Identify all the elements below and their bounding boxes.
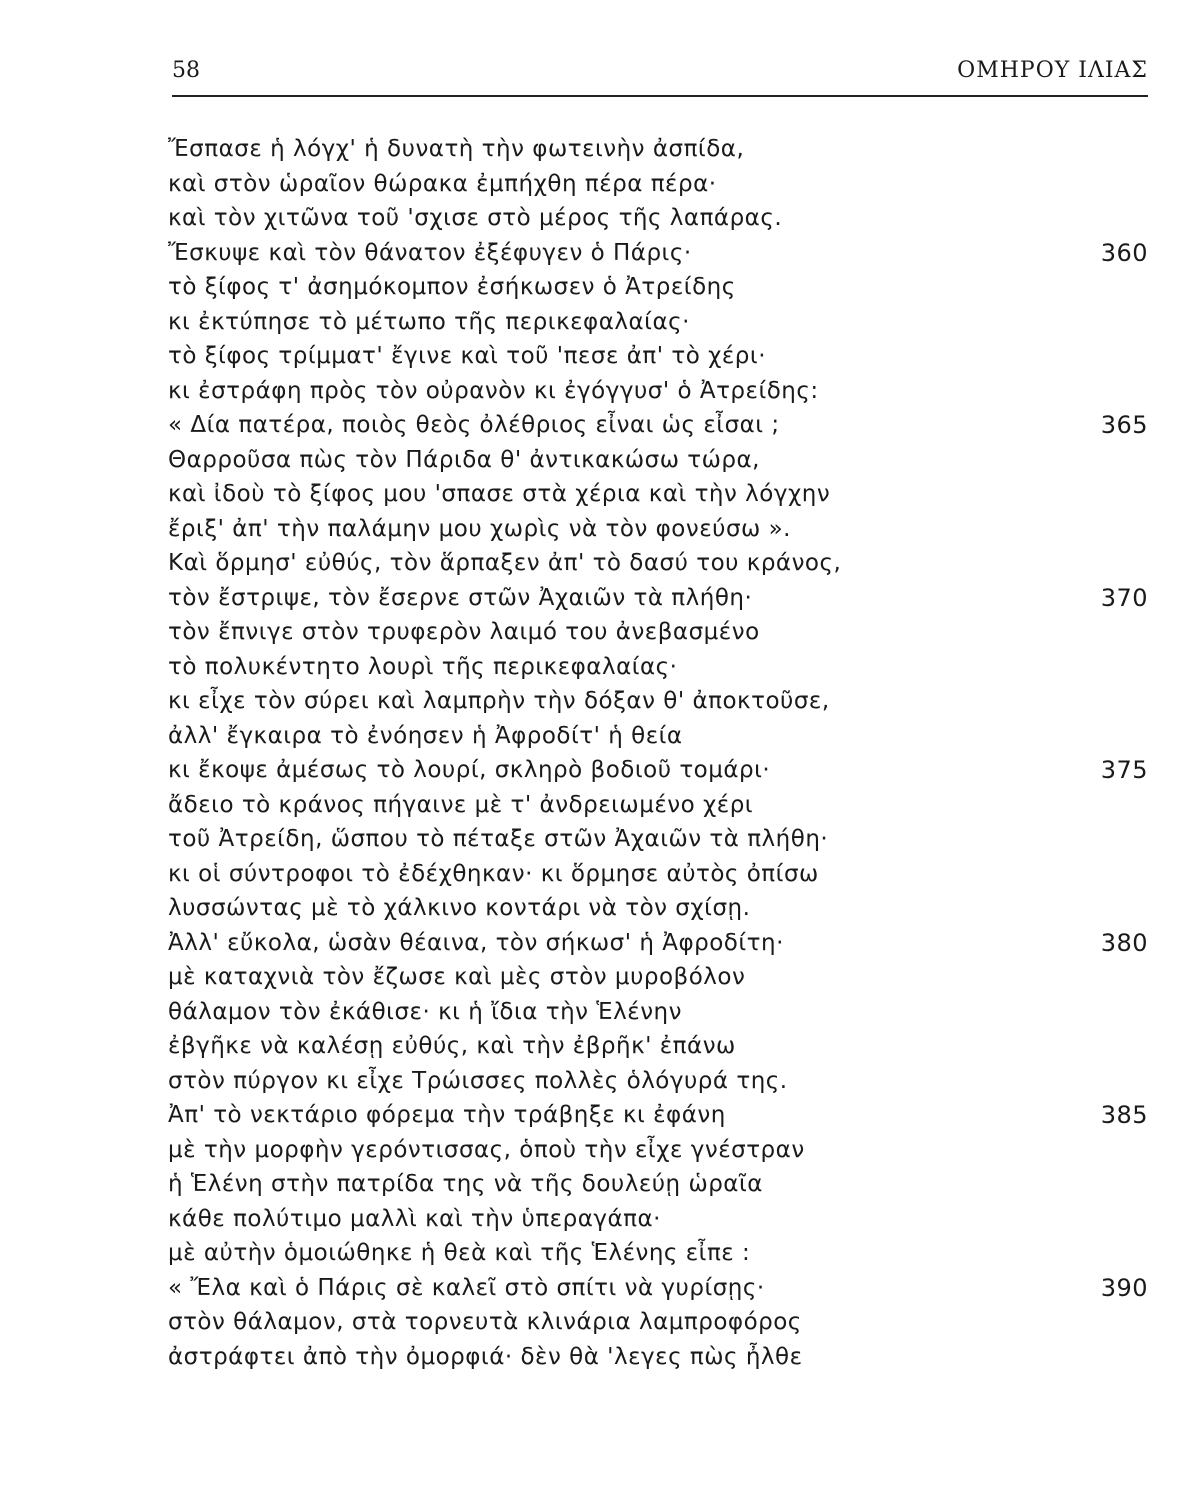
- verse-text: ἔριξ' ἀπ' τὴν παλάμην μου χωρὶς νὰ τὸν φονεύσω ».: [168, 515, 791, 542]
- verse-text: τὸν ἔπνιγε στὸν τρυφερὸν λαιμό του ἀνεβασμένο: [168, 619, 760, 645]
- verse-line: [168, 788, 1148, 823]
- verse-line: [168, 1133, 1148, 1168]
- verse-line: [168, 719, 1148, 754]
- verse-text: μὲ τὴν μορφὴν γερόντισσας, ὁποὺ τὴν εἶχε γνέστραν: [168, 1136, 805, 1163]
- verse-text: κι ἐστράφη πρὸς τὸν οὐρανὸν κι ἐγόγγυσ' ὁ Ἀτρείδης:: [168, 377, 819, 404]
- verse-line: [168, 581, 1148, 616]
- verse-line: [168, 1029, 1148, 1064]
- verse-line: [168, 960, 1148, 995]
- verse-line: [168, 443, 1148, 478]
- verse-line: [168, 305, 1148, 340]
- verse-line: [168, 1305, 1148, 1340]
- verse-line: [168, 822, 1148, 857]
- verse-line: [168, 1236, 1148, 1271]
- page-number: 58: [172, 58, 200, 83]
- verse-text: « Ἔλα καὶ ὁ Πάρις σὲ καλεῖ στὸ σπίτι νὰ γυρίσῃς·: [168, 1274, 765, 1301]
- verse-text: στὸν πύργον κι εἶχε Τρώισσες πολλὲς ὁλόγυρά της.: [168, 1067, 788, 1094]
- verse-line: [168, 615, 1148, 650]
- verse-text: Ἀλλ' εὔκολα, ὡσὰν θέαινα, τὸν σήκωσ' ἡ Ἀφροδίτη·: [168, 929, 784, 956]
- verse-text: μὲ αὐτὴν ὁμοιώθηκε ἡ θεὰ καὶ τῆς Ἑλένης εἶπε :: [168, 1240, 751, 1266]
- verse-line: [168, 857, 1148, 892]
- verse-text: κι ἔκοψε ἀμέσως τὸ λουρί, σκληρὸ βοδιοῦ τομάρι·: [168, 757, 771, 783]
- verse-line: [168, 684, 1148, 719]
- verse-text: Ἀπ' τὸ νεκτάριο φόρεμα τὴν τράβηξε κι ἐφάνη: [168, 1102, 726, 1128]
- verse-text: τοῦ Ἀτρείδη, ὥσπου τὸ πέταξε στῶν Ἀχαιῶν τὰ πλήθη·: [168, 826, 829, 852]
- verse-line: [168, 926, 1148, 961]
- verse-line: [168, 753, 1148, 788]
- running-title: ΟΜΗΡΟΥ ΙΛΙΑΣ: [957, 58, 1148, 83]
- verse-text: ἀστράφτει ἀπὸ τὴν ὀμορφιά· δὲν θὰ 'λεγες πὼς ἦλθε: [168, 1343, 803, 1370]
- verse-line: [168, 132, 1148, 167]
- verse-line: [168, 167, 1148, 202]
- verse-text: « Δία πατέρα, ποιὸς θεὸς ὀλέθριος εἶναι ὡς εἶσαι ;: [168, 412, 780, 438]
- verse-text: κι ἐκτύπησε τὸ μέτωπο τῆς περικεφαλαίας·: [168, 308, 690, 335]
- verse-line: [168, 1340, 1148, 1375]
- verse-line: [168, 477, 1148, 512]
- verse-text: θάλαμον τὸν ἐκάθισε· κι ἡ ἴδια τὴν Ἑλένην: [168, 998, 682, 1025]
- verse-text: κι οἱ σύντροφοι τὸ ἐδέχθηκαν· κι ὅρμησε αὐτὸς ὀπίσω: [168, 860, 819, 887]
- line-number: 360: [1100, 238, 1148, 267]
- verse-text: Ἔσπασε ἡ λόγχ' ἡ δυνατὴ τὴν φωτεινὴν ἀσπίδα,: [168, 136, 745, 162]
- verse-text: Ἔσκυψε καὶ τὸν θάνατον ἐξέφυγεν ὁ Πάρις·: [168, 239, 692, 266]
- verse-text: ἄδειο τὸ κράνος πήγαινε μὲ τ' ἀνδρειωμένο χέρι: [168, 791, 754, 818]
- verse-line: [168, 236, 1148, 271]
- line-number: 380: [1100, 928, 1148, 957]
- line-number: 375: [1100, 756, 1148, 784]
- verse-text: ἐβγῆκε νὰ καλέσῃ εὐθύς, καὶ τὴν ἐβρῆκ' ἐπάνω: [168, 1033, 736, 1059]
- verse-text: τὸ πολυκέντητο λουρὶ τῆς περικεφαλαίας·: [168, 653, 678, 680]
- verse-text: τὸ ξίφος τ' ἀσημόκομπον ἐσήκωσεν ὁ Ἀτρείδης: [168, 274, 736, 300]
- verse-text: καὶ στὸν ὡραῖον θώρακα ἐμπήχθη πέρα πέρα·: [168, 170, 717, 197]
- verse-text: τὸν ἔστριψε, τὸν ἔσερνε στῶν Ἀχαιῶν τὰ πλήθη·: [168, 584, 753, 611]
- verse-text: Καὶ ὅρμησ' εὐθύς, τὸν ἅρπαξεν ἀπ' τὸ δασύ του κράνος,: [168, 550, 842, 576]
- verse-line: [168, 201, 1148, 236]
- verse-line: [168, 546, 1148, 581]
- verse-line: [168, 512, 1148, 547]
- verse-line: [168, 650, 1148, 685]
- verse-line: [168, 1098, 1148, 1133]
- verse-text: τὸ ξίφος τρίμματ' ἔγινε καὶ τοῦ 'πεσε ἀπ' τὸ χέρι·: [168, 343, 767, 369]
- verse-line: [168, 891, 1148, 926]
- verse-line: [168, 339, 1148, 374]
- verse-text: λυσσώντας μὲ τὸ χάλκινο κοντάρι νὰ τὸν σχίσῃ.: [168, 895, 751, 921]
- verse-line: [168, 270, 1148, 305]
- line-number: 370: [1100, 583, 1148, 612]
- verse-text: μὲ καταχνιὰ τὸν ἔζωσε καὶ μὲς στὸν μυροβόλον: [168, 964, 746, 990]
- verse-text: στὸν θάλαμον, στὰ τορνευτὰ κλινάρια λαμπροφόρος: [168, 1309, 802, 1335]
- verse-line: [168, 374, 1148, 409]
- poem-text: [168, 132, 1148, 1374]
- line-number: 390: [1100, 1273, 1148, 1302]
- verse-text: καὶ τὸν χιτῶνα τοῦ 'σχισε στὸ μέρος τῆς λαπάρας.: [168, 205, 783, 231]
- verse-text: καὶ ἰδοὺ τὸ ξίφος μου 'σπασε στὰ χέρια καὶ τὴν λόγχην: [168, 481, 831, 507]
- line-number: 385: [1100, 1101, 1148, 1129]
- verse-text: Θαρροῦσα πὼς τὸν Πάριδα θ' ἀντικακώσω τώρα,: [168, 446, 760, 473]
- verse-line: [168, 1202, 1148, 1237]
- line-number: 365: [1100, 411, 1148, 439]
- verse-text: ἡ Ἑλένη στὴν πατρίδα της νὰ τῆς δουλεύῃ ὡραῖα: [168, 1171, 763, 1197]
- verse-line: [168, 995, 1148, 1030]
- verse-text: κάθε πολύτιμο μαλλὶ καὶ τὴν ὑπεραγάπα·: [168, 1205, 661, 1232]
- header-rule: [172, 95, 1148, 97]
- verse-line: [168, 1271, 1148, 1306]
- verse-line: [168, 408, 1148, 443]
- verse-text: κι εἶχε τὸν σύρει καὶ λαμπρὴν τὴν δόξαν θ' ἀποκτοῦσε,: [168, 688, 830, 714]
- verse-line: [168, 1167, 1148, 1202]
- verse-line: [168, 1064, 1148, 1099]
- verse-text: ἀλλ' ἔγκαιρα τὸ ἐνόησεν ἡ Ἀφροδίτ' ἡ θεία: [168, 722, 683, 749]
- page-header: [172, 58, 1148, 94]
